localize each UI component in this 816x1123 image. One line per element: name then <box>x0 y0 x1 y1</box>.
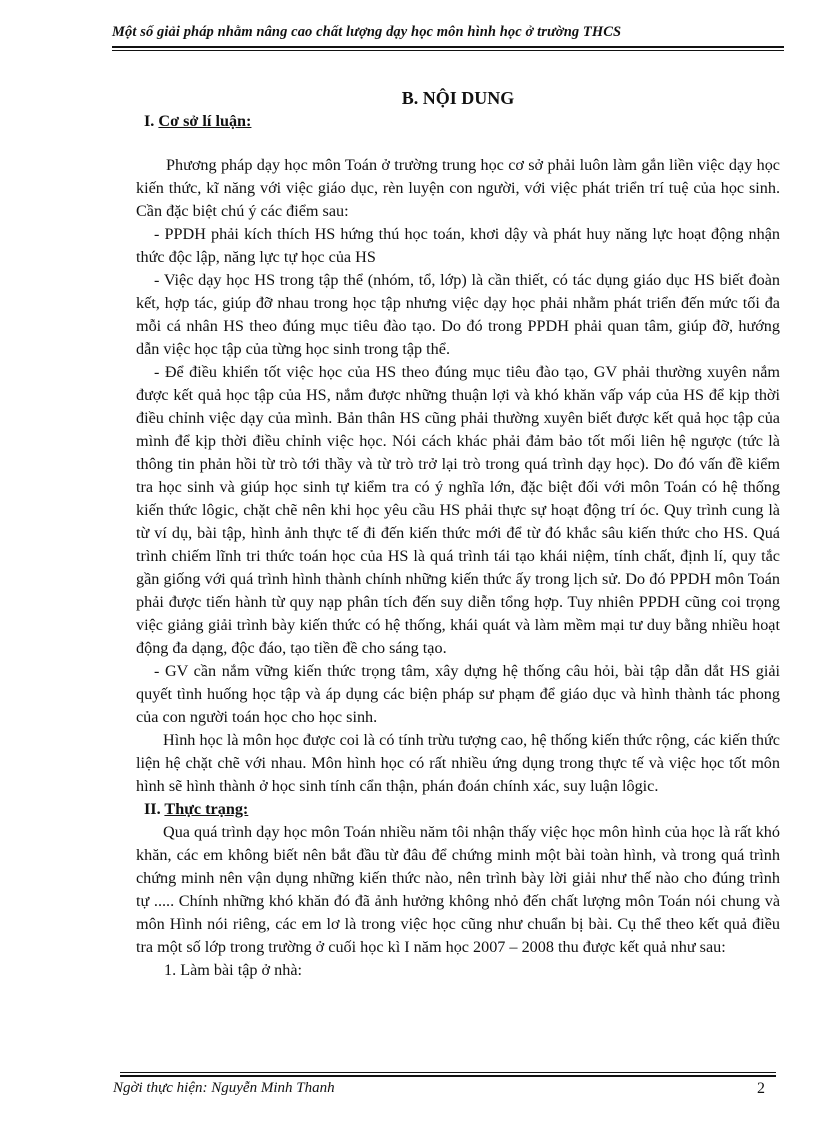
list-item: 1. Làm bài tập ở nhà: <box>164 961 303 979</box>
section-heading-1 <box>144 110 780 133</box>
bullet-paragraph: - PPDH phải kích thích HS hứng thú học toán, khơi dậy và phát huy năng lực hoạt động nhận thức độc lập, năng lực tự học của HS <box>136 225 780 266</box>
footer-rule-thick <box>120 1075 776 1077</box>
header-rule-thick <box>112 46 784 48</box>
running-header: Một số giải pháp nhằm nâng cao chất lượng dạy học môn hình học ở trường THCS <box>112 24 622 40</box>
section-heading-2 <box>144 798 780 821</box>
spacer <box>136 133 780 154</box>
section-number: I. <box>144 112 159 130</box>
header-rule-thin <box>112 50 784 51</box>
paragraph: Qua quá trình dạy học môn Toán nhiều năm tôi nhận thấy việc học môn hình của học là rất khó khăn, các em không biết nên bắt đầu từ đâu để chứng minh một bài toàn hình, và trong quá trình chứng minh nên vận dụng những kiến thức nào, nên trình bày lời giải như thế nào cho đúng trình tự ..... Chính những khó khăn đó đã ảnh hưởng không nhỏ đến chất lượng môn Toán nói chung và môn Hình nói riêng, các em lơ là trong việc học cũng như chuẩn bị bài. Cụ thể theo kết quả điều tra một số lớp trong trường ở cuối học kì I năm học 2007 – 2008 thu được kết quả như sau: <box>136 823 780 956</box>
paragraph: Phương pháp dạy học môn Toán ở trường trung học cơ sở phải luôn làm gắn liền việc dạy học kiến thức, kĩ năng với việc giáo dục, rèn luyện con người, với việc phát triển trí tuệ của học sinh. Cần đặc biệt chú ý các điểm sau: <box>136 156 780 220</box>
page-body <box>136 60 780 982</box>
section-title: Cơ sở lí luận: <box>158 112 252 130</box>
bullet-paragraph: - Việc dạy học HS trong tập thể (nhóm, tổ, lớp) là cần thiết, có tác dụng giáo dục HS biết đoàn kết, hợp tác, giúp đỡ nhau trong học tập nhưng việc dạy học phải nhằm phát triển đến mức tối đa mỗi cá nhân HS theo đúng mục tiêu đào tạo. Do đó trong PPDH phải quan tâm, giúp đỡ, hướng dẫn việc học tập của từng học sinh trong tập thể. <box>136 271 780 358</box>
section-number: II. <box>144 800 165 818</box>
section-title: Thực trạng: <box>164 800 249 818</box>
paragraph: Hình học là môn học được coi là có tính trừu tượng cao, hệ thống kiến thức rộng, các kiến thức liện hệ chặt chẽ với nhau. Môn hình học có rất nhiều ứng dụng trong thực tế và việc học tốt môn hình sẽ hình thành ở học sinh tính cẩn thận, phán đoán chính xác, suy luận lôgic. <box>136 731 780 795</box>
page-number: 2 <box>757 1080 765 1097</box>
bullet-paragraph: - GV cần nắm vững kiến thức trọng tâm, xây dựng hệ thống câu hỏi, bài tập dẫn dắt HS giải quyết tình huống học tập và áp dụng các biện pháp sư phạm để giáo dục và hình thành tác phong của con người toán học cho học sinh. <box>136 662 780 726</box>
bullet-paragraph: - Để điều khiển tốt việc học của HS theo đúng mục tiêu đào tạo, GV phải thường xuyên nắm được kết quả học tập của HS, nắm được những thuận lợi và khó khăn vấp váp của HS để kịp thời điều chỉnh việc dạy của mình. Bản thân HS cũng phải thường xuyên biết được kết quả học tập của mình để kịp thời điều chỉnh việc học. Nói cách khác phải đảm bảo tốt mối liên hệ ngược (tức là thông tin phản hồi từ trò tới thầy và từ trò trở lại trò trong quá trình dạy học). Do đó vấn đề kiểm tra học sinh và giúp học sinh tự kiểm tra có ý nghĩa lớn, đặc biệt đối với môn Toán có hệ thống kiến thức lôgic, chặt chẽ nên khi học yêu cầu HS phải thực sự hoạt động trí óc. Quy trình cung là từ ví dụ, bài tập, hình ảnh thực tế đi đến kiến thức mới để từ đó khắc sâu kiến thức cho HS. Quá trình chiếm lĩnh tri thức toán học của HS là quá trình tái tạo khái niệm, tính chất, định lí, quy tắc gần giống với quá trình hình thành chính những kiến thức ấy trong lịch sử. Do đó PPDH môn Toán phải được tiến hành từ quy nạp phân tích đến suy diễn tổng hợp. Tuy nhiên PPDH cũng coi trọng việc giảng giải trình bày kiến thức có hệ thống, khái quát và làm mềm mại tư duy bằng nhiều hoạt động đa dạng, độc đáo, tạo tiền đề cho sáng tạo. <box>136 363 780 657</box>
main-heading: B. NỘI DUNG <box>401 88 515 108</box>
page-footer <box>113 1080 773 1104</box>
author-label: Ngời thực hiện: Nguyễn Minh Thanh <box>113 1080 335 1096</box>
footer-rule-thin <box>120 1072 776 1073</box>
